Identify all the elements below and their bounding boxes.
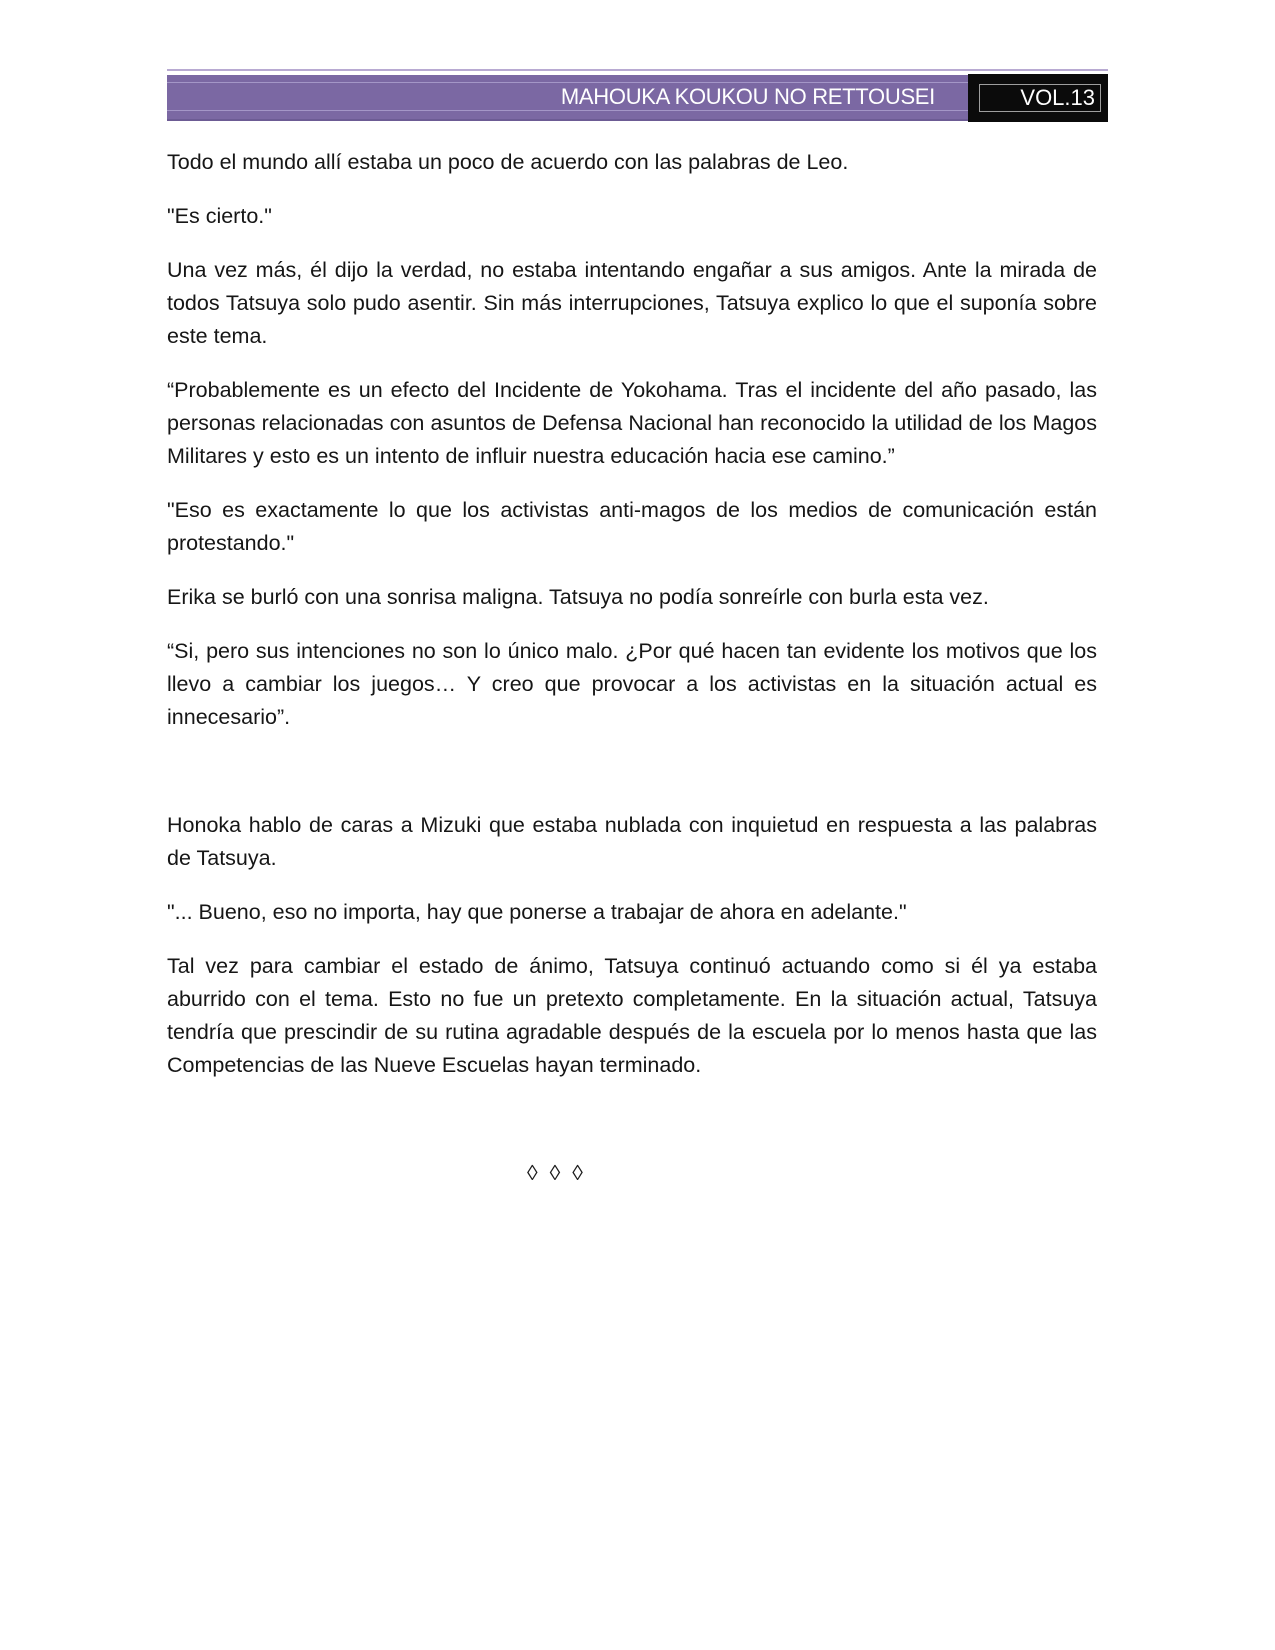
volume-box bbox=[968, 74, 1108, 122]
paragraph: “Probablemente es un efecto del Incidente de Yokohama. Tras el incidente del año pasado, las personas relacionadas con asuntos de Defensa Nacional han reconocido la utilidad de los Magos Militares y esto es un intento de influir nuestra educación hacia ese camino.” bbox=[167, 378, 1097, 468]
page-header bbox=[167, 69, 1108, 122]
paragraph: “Si, pero sus intenciones no son lo único malo. ¿Por qué hacen tan evidente los motivos que los llevo a cambiar los juegos… Y creo que provocar a los activistas en la situación actual es innecesario”. bbox=[167, 639, 1097, 729]
header-title-bar bbox=[167, 75, 968, 121]
volume-label: VOL.13 bbox=[1020, 85, 1095, 110]
header-row bbox=[167, 74, 1108, 122]
paragraph: Erika se burló con una sonrisa maligna. Tatsuya no podía sonreírle con burla esta vez. bbox=[167, 585, 989, 609]
paragraph: Todo el mundo allí estaba un poco de acuerdo con las palabras de Leo. bbox=[167, 150, 849, 174]
paragraph: "Eso es exactamente lo que los activistas anti-magos de los medios de comunicación están protestando." bbox=[167, 498, 1097, 555]
book-title: MAHOUKA KOUKOU NO RETTOUSEI bbox=[560, 84, 935, 109]
header-top-hairline bbox=[167, 69, 1108, 71]
blank-line bbox=[167, 755, 1097, 788]
paragraph: Honoka hablo de caras a Mizuki que estaba nublada con inquietud en respuesta a las palabras de Tatsuya. bbox=[167, 813, 1097, 870]
section-divider: ◊ ◊ ◊ bbox=[527, 1161, 586, 1185]
paragraph: Una vez más, él dijo la verdad, no estaba intentando engañar a sus amigos. Ante la mirada de todos Tatsuya solo pudo asentir. Sin más interrupciones, Tatsuya explico lo que el suponía sobre este tema. bbox=[167, 258, 1097, 348]
paragraph: Tal vez para cambiar el estado de ánimo, Tatsuya continuó actuando como si él ya estaba aburrido con el tema. Esto no fue un pretexto completamente. En la situación actual, Tatsuya tendría que prescindir de su rutina agradable después de la escuela por lo menos hasta que las Competencias de las Nueve Escuelas hayan terminado. bbox=[167, 954, 1097, 1077]
blank-line bbox=[167, 1103, 1097, 1136]
page-body bbox=[167, 122, 1097, 1211]
paragraph: "Es cierto." bbox=[167, 204, 272, 228]
paragraph: "... Bueno, eso no importa, hay que ponerse a trabajar de ahora en adelante." bbox=[167, 900, 907, 924]
